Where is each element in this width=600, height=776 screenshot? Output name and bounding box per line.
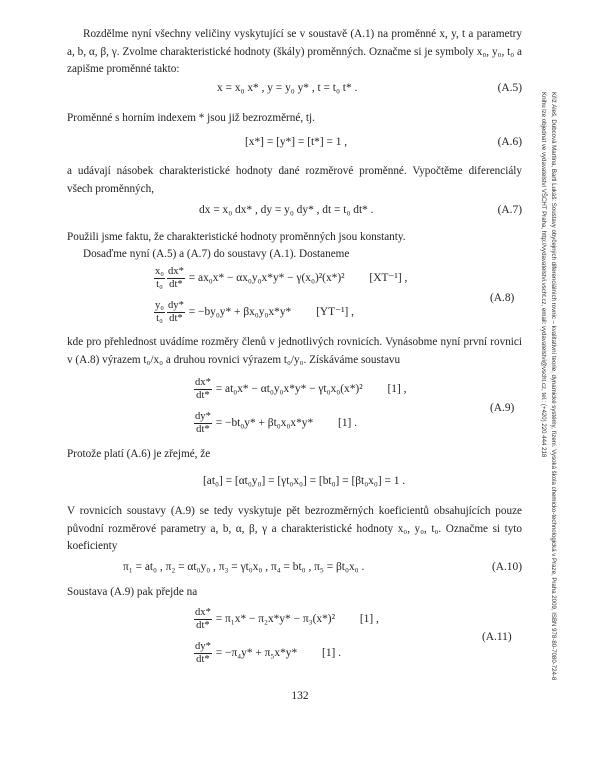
equation-a9-rhs2: = −bt₀y* + βt₀x₀x*y* bbox=[215, 417, 314, 430]
equation-a8-rhs1: = ax₀x* − αx₀y₀x*y* − γ(x₀)²(x*)² bbox=[188, 272, 345, 285]
equation-a5-number: (A.5) bbox=[497, 82, 522, 94]
equation-a8-unit1: [XT⁻¹] , bbox=[369, 272, 408, 285]
side-citation-line2: Knihu lze objednat ve vydavatelství VŠCHT Praha, http://vydavatelstvi.vscht.cz, email: vydavatelstvi@vscht.cz, tel.: (+420) 220 444 218 bbox=[540, 92, 548, 458]
equation-a11-line1 bbox=[193, 607, 379, 632]
equation-a5 bbox=[67, 82, 522, 100]
equation-unitless-text: [at₀] = [αt₀y₀] = [γt₀x₀] = [bt₀] = [βt₀x₀] = 1 . bbox=[203, 475, 406, 487]
equation-a11-line2 bbox=[193, 641, 341, 666]
fraction-dy-dt: $\frac{dy*}{dt*}$ bbox=[195, 411, 211, 435]
equation-a11-unit2: [1] . bbox=[322, 647, 342, 660]
page-number: 132 bbox=[291, 690, 309, 702]
paragraph-1: Rozdělme nyní všechny veličiny vyskytující se v soustavě (A.1) na proměnné x, y, t a parametry a, b, α, β, γ. Zvolme charakteristické hodnoty (škály) proměnných. Označme si je symboly x₀, y₀, t₀ a zapišme proměnné takto: bbox=[67, 28, 522, 75]
equation-a6-number: (A.6) bbox=[497, 136, 522, 148]
equation-a6 bbox=[67, 136, 522, 154]
paragraph-4: Použili jsme faktu, že charakteristické hodnoty proměnných jsou konstanty. bbox=[67, 231, 406, 243]
fraction-x0-t0: $\frac{\text{x₀}}{\text{t₀}}$ bbox=[155, 266, 164, 290]
equation-a10 bbox=[67, 561, 522, 579]
equation-a9-unit2: [1] . bbox=[338, 417, 358, 430]
equation-a5-text: x = x₀ x* , y = y₀ y* , t = t₀ t* . bbox=[217, 82, 358, 94]
equation-a9-number: (A.9) bbox=[490, 402, 515, 414]
paragraph-2: Proměnné s horním indexem * jsou již bezrozměrné, tj. bbox=[67, 112, 315, 124]
equation-a10-number: (A.10) bbox=[491, 561, 522, 573]
paragraph-7: Protože platí (A.6) je zřejmé, že bbox=[67, 448, 211, 460]
paragraph-6: kde pro přehlednost uvádíme rozměry členů v jednotlivých rovnicích. Vynásobme nyní první rovnici v (A.8) výrazem t₀/x₀ a druhou rovnici výrazem t₀/y₀. Získáváme soustavu bbox=[67, 336, 522, 366]
equation-a8-line2 bbox=[153, 300, 354, 325]
equation-unitless bbox=[67, 475, 522, 493]
paragraph-3: a udávají násobek charakteristické hodnoty dané rozměrové proměnné. Vypočtěme diferenciály všech proměnných, bbox=[67, 165, 522, 195]
equation-a9-line2 bbox=[193, 411, 357, 436]
equation-a11-number: (A.11) bbox=[482, 631, 512, 643]
fraction-dy-dt: $\frac{dy*}{dt*}$ bbox=[195, 641, 211, 665]
fraction-dx-dt: $\frac{dx*}{dt*}$ bbox=[195, 607, 211, 631]
equation-a7-text: dx = x₀ dx* , dy = y₀ dy* , dt = t₀ dt* . bbox=[199, 204, 374, 216]
paragraph-9: Soustava (A.9) pak přejde na bbox=[67, 586, 198, 598]
equation-a8-rhs2: = −by₀y* + βx₀y₀x*y* bbox=[188, 306, 292, 319]
equation-a7 bbox=[67, 204, 522, 222]
equation-a11-rhs2: = −π₄y* + π₅x*y* bbox=[215, 647, 298, 660]
equation-a10-text: π₁ = at₀ , π₂ = αt₀y₀ , π₃ = γt₀x₀ , π₄ = bt₀ , π₅ = βt₀x₀ . bbox=[123, 561, 365, 573]
fraction-dy-dt: $\frac{dy*}{dt*}$ bbox=[168, 300, 184, 324]
equation-a8-unit2: [YT⁻¹] , bbox=[316, 306, 354, 319]
equation-a9-rhs1: = at₀x* − αt₀y₀x*y* − γt₀x₀(x*)² bbox=[215, 383, 363, 396]
paragraph-8: V rovnicích soustavy (A.9) se tedy vyskytuje pět bezrozměrných koeficientů obsahujících pouze původní rozměrové parametry a, b, α, β, γ a charakteristické hodnoty x₀, y₀, t₀. Označme si tyto koeficienty bbox=[67, 505, 522, 552]
fraction-y0-t0: $\frac{\text{y₀}}{\text{t₀}}$ bbox=[155, 300, 164, 324]
equation-a9-line1 bbox=[193, 377, 406, 402]
side-citation-line1: Kříž Aleš, Dubcová Martina, Bartl Lukáš: Soustavy obyčejných diferenciálních rovnic – kvalitativní teorie, dynamické systémy, řízení. Vysoká škola chemicko-technologická v Praze, Praha 2009, ISBN 978-80-7080-724-8 bbox=[550, 92, 557, 681]
paragraph-5: Dosaďme nyní (A.5) a (A.7) do soustavy (A.1). Dostaneme bbox=[83, 248, 350, 260]
equation-a9-unit1: [1] , bbox=[387, 383, 407, 396]
equation-a11-unit1: [1] , bbox=[359, 613, 379, 626]
equation-a8-number: (A.8) bbox=[490, 292, 515, 304]
equation-a6-text: [x*] = [y*] = [t*] = 1 , bbox=[245, 136, 348, 148]
equation-a11-rhs1: = π₁x* − π₂x*y* − π₃(x*)² bbox=[215, 613, 335, 626]
equation-a8-line1 bbox=[153, 266, 407, 291]
fraction-dx-dt: $\frac{dx*}{dt*}$ bbox=[195, 377, 211, 401]
equation-a7-number: (A.7) bbox=[497, 204, 522, 216]
fraction-dx-dt: $\frac{dx*}{dt*}$ bbox=[168, 266, 184, 290]
side-citation bbox=[530, 92, 558, 732]
